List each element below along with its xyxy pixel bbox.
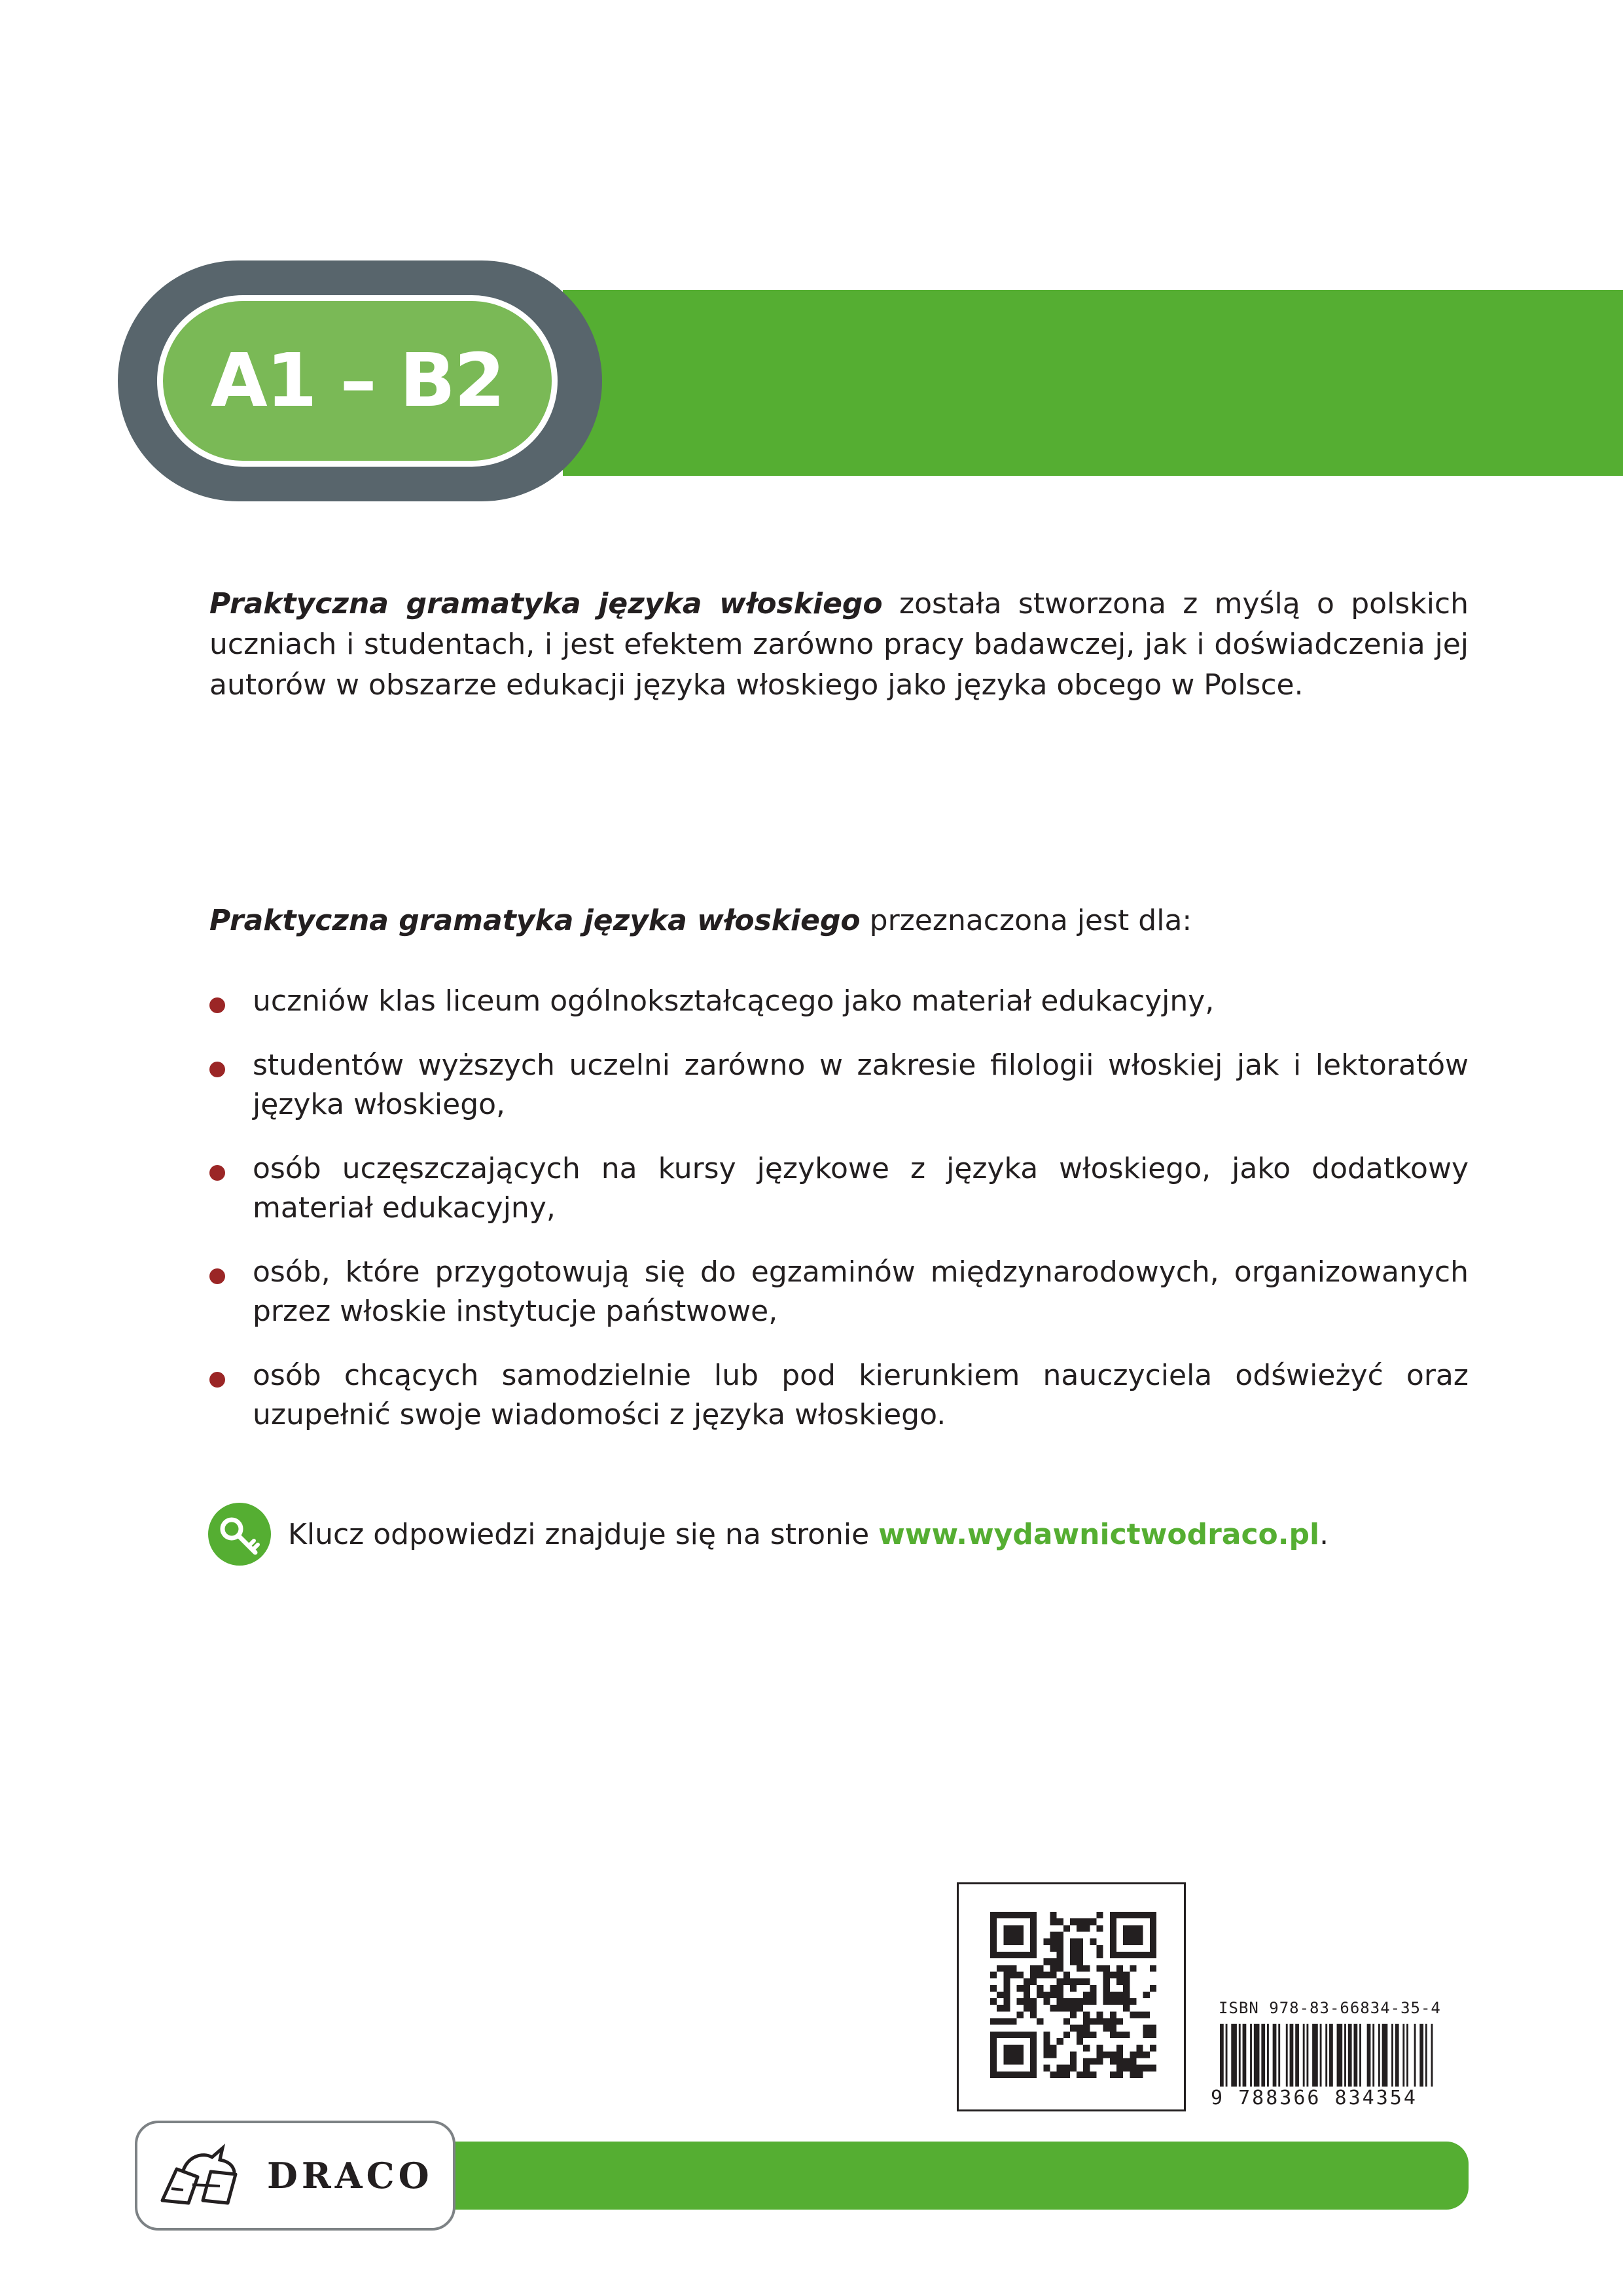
list-item [209,1253,1469,1331]
list-item-text: osób chcących samodzielnie lub pod kierunkiem nauczyciela odświeżyć oraz uzupełnić swoje wiadomości z języka włoskiego. [253,1359,1469,1431]
draco-dragon-icon [157,2143,255,2208]
list-item [209,982,1469,1021]
website-link[interactable]: www.wydawnictwodraco.pl [878,1517,1320,1551]
list-item [209,1356,1469,1435]
barcode-digits: 9 788366 834354 [1211,2087,1418,2109]
book-title: Praktyczna gramatyka języka włoskiego [209,587,883,620]
answer-key-note [208,1503,1329,1566]
list-item-text: uczniów klas liceum ogólnokształcącego jako materiał edukacyjny, [253,984,1215,1018]
level-banner-bar [563,290,1623,476]
list-item-text: studentów wyższych uczelni zarówno w zakresie filologii włoskiej jak i lektoratów języka włoskiego, [253,1049,1469,1121]
bullet-icon [209,1062,225,1077]
audience-list [209,982,1469,1460]
bullet-icon [209,997,225,1013]
list-item [209,1046,1469,1124]
publisher-name: DRACO [267,2155,433,2197]
list-item [209,1149,1469,1228]
list-item-text: osób uczęszczających na kursy językowe z języka włoskiego, jako dodatkowy materiał edukacyjny, [253,1152,1469,1225]
footer-bar [406,2142,1469,2210]
qr-code-graphic [990,1912,1156,2078]
list-item-text: osób, które przygotowują się do egzaminów międzynarodowych, organizowanych przez włoskie instytucje państwowe, [253,1255,1469,1328]
intro-text: została stworzona z myślą o polskich uczniach i studentach, i jest efektem zarówno pracy badawczej, jak i doświadczenia jej autorów w obszarze edukacji języka włoskiego jako języka obcego w Polsce. [209,587,1469,702]
intro-paragraph [209,584,1469,706]
bullet-icon [209,1372,225,1388]
publisher-logo [135,2121,455,2231]
qr-code [957,1882,1186,2111]
audience-heading [209,901,1469,941]
level-label: A1 – B2 [211,338,504,423]
answer-key-lead: Klucz odpowiedzi znajduje się na stronie [288,1517,879,1551]
isbn-label: ISBN 978-83-66834-35-4 [1219,1999,1441,2017]
key-icon [208,1503,271,1566]
answer-key-text [288,1518,1329,1551]
audience-lead: przeznaczona jest dla: [860,904,1192,937]
book-title: Praktyczna gramatyka języka włoskiego [209,904,861,937]
answer-key-trail: . [1319,1517,1329,1551]
bullet-icon [209,1268,225,1284]
level-badge [157,295,558,467]
bullet-icon [209,1165,225,1181]
